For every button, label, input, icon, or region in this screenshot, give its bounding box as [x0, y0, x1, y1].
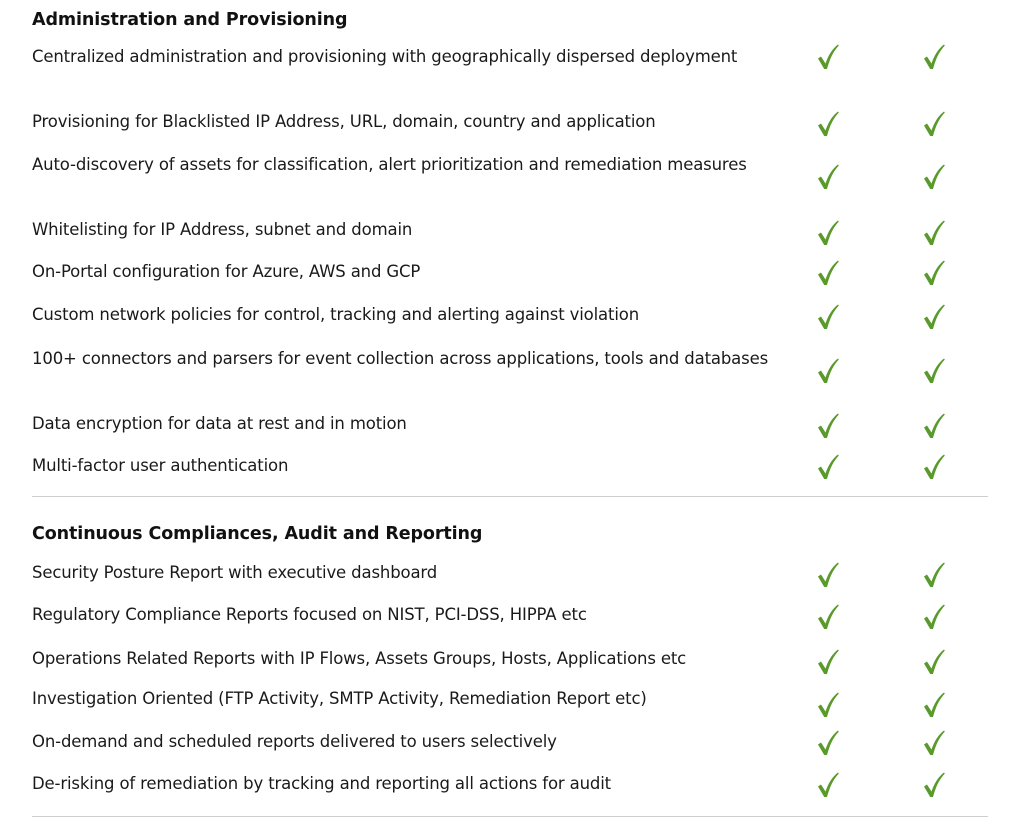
- checkmark-icon: [817, 649, 839, 675]
- checkmark-icon: [817, 413, 839, 439]
- checkmark-icon: [923, 260, 945, 286]
- feature-label: Regulatory Compliance Reports focused on NIST, PCI-DSS, HIPPA etc: [32, 605, 587, 624]
- checkmark-icon: [923, 164, 945, 190]
- checkmark-icon: [923, 649, 945, 675]
- feature-label: Custom network policies for control, tracking and alerting against violation: [32, 305, 640, 324]
- feature-label: Operations Related Reports with IP Flows, Assets Groups, Hosts, Applications etc: [32, 649, 687, 668]
- checkmark-icon: [923, 220, 945, 246]
- checkmark-icon: [923, 454, 945, 480]
- checkmark-icon: [817, 358, 839, 384]
- checkmark-icon: [923, 604, 945, 630]
- feature-label: Data encryption for data at rest and in motion: [32, 414, 407, 433]
- checkmark-icon: [817, 604, 839, 630]
- checkmark-icon: [923, 413, 945, 439]
- feature-label: Whitelisting for IP Address, subnet and domain: [32, 220, 413, 239]
- feature-label: Centralized administration and provisioning with geographically dispersed deployment: [32, 47, 738, 66]
- feature-label: De-risking of remediation by tracking and reporting all actions for audit: [32, 774, 611, 793]
- section-title: Continuous Compliances, Audit and Reporting: [32, 524, 483, 544]
- checkmark-icon: [817, 304, 839, 330]
- checkmark-icon: [923, 562, 945, 588]
- feature-label: Provisioning for Blacklisted IP Address, URL, domain, country and application: [32, 112, 656, 131]
- checkmark-icon: [817, 111, 839, 137]
- checkmark-icon: [817, 44, 839, 70]
- checkmark-icon: [817, 454, 839, 480]
- checkmark-icon: [817, 164, 839, 190]
- checkmark-icon: [923, 304, 945, 330]
- feature-label: 100+ connectors and parsers for event collection across applications, tools and databases: [32, 349, 769, 368]
- checkmark-icon: [923, 358, 945, 384]
- checkmark-icon: [817, 562, 839, 588]
- feature-label: On-demand and scheduled reports delivered to users selectively: [32, 732, 557, 751]
- feature-label: Auto-discovery of assets for classification, alert prioritization and remediation measures: [32, 155, 747, 174]
- feature-label: Investigation Oriented (FTP Activity, SMTP Activity, Remediation Report etc): [32, 689, 647, 708]
- section-divider: [32, 496, 988, 497]
- checkmark-icon: [923, 111, 945, 137]
- checkmark-icon: [817, 260, 839, 286]
- feature-label: Multi-factor user authentication: [32, 456, 289, 475]
- checkmark-icon: [817, 730, 839, 756]
- checkmark-icon: [923, 44, 945, 70]
- checkmark-icon: [923, 692, 945, 718]
- section-title: Administration and Provisioning: [32, 10, 348, 30]
- checkmark-icon: [817, 692, 839, 718]
- checkmark-icon: [817, 220, 839, 246]
- checkmark-icon: [923, 772, 945, 798]
- checkmark-icon: [923, 730, 945, 756]
- section-divider: [32, 816, 988, 817]
- feature-label: On-Portal configuration for Azure, AWS and GCP: [32, 262, 421, 281]
- checkmark-icon: [817, 772, 839, 798]
- feature-label: Security Posture Report with executive dashboard: [32, 563, 438, 582]
